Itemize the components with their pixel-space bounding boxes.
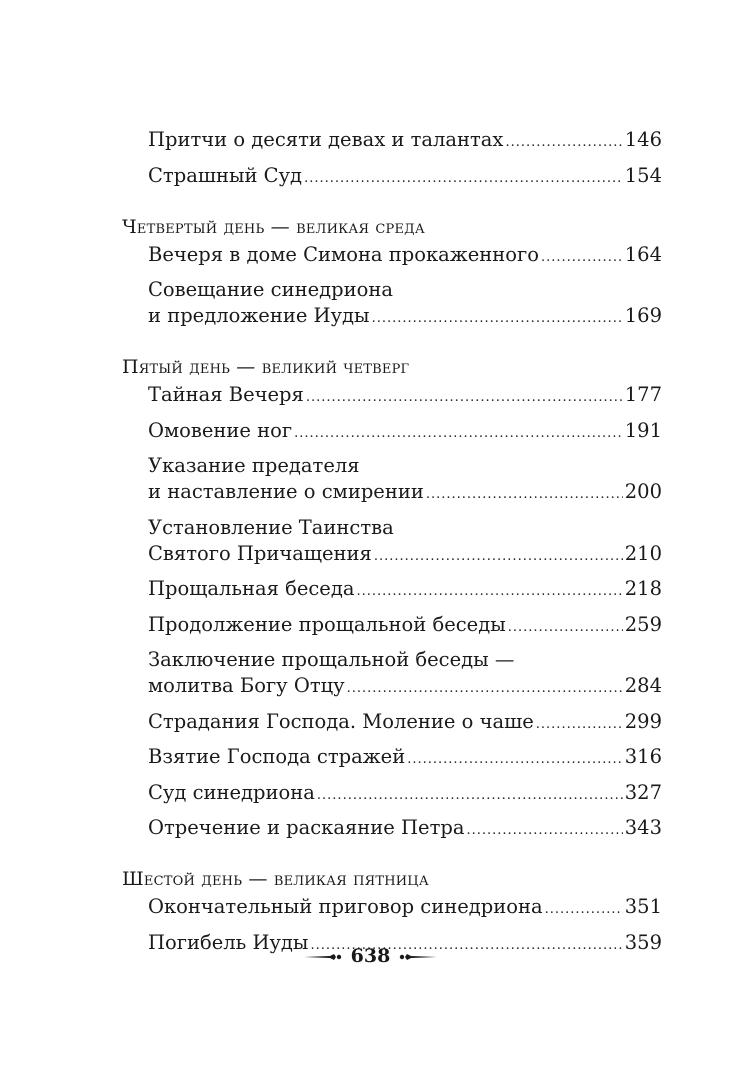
toc-entry[interactable]: [148, 612, 662, 641]
entry-page-number: 154: [624, 163, 662, 187]
toc-entry[interactable]: [148, 709, 662, 738]
dot-leader: [426, 482, 623, 508]
dot-leader: [541, 245, 623, 271]
entry-title-line: Окончательный приговор синедриона: [148, 895, 543, 918]
toc-entry[interactable]: [148, 163, 662, 192]
left-ornament-icon: [304, 952, 344, 962]
entry-title-line: Страшный Суд: [148, 163, 303, 187]
entry-line: [148, 744, 662, 773]
toc-entry[interactable]: [148, 127, 662, 156]
entry-line: [148, 709, 662, 738]
dot-leader: [545, 897, 623, 923]
dot-leader: [372, 306, 623, 332]
entry-line: [148, 612, 662, 641]
entry-title-line: Продолжение прощальной беседы: [148, 612, 506, 636]
dot-leader: [317, 783, 623, 809]
dot-leader: [294, 421, 623, 447]
entry-title-line: и предложение Иуды: [148, 304, 370, 327]
entry-line: [148, 673, 662, 702]
toc-entry[interactable]: [148, 453, 662, 508]
entry-page-number: 327: [624, 780, 662, 804]
toc-entry[interactable]: [148, 647, 662, 702]
entry-page-number: 284: [624, 674, 662, 697]
entry-page-number: 351: [624, 895, 662, 918]
entry-line: [148, 418, 662, 447]
entry-title-line: молитва Богу Отцу: [148, 674, 345, 697]
entry-title-line: Погибель Иуды: [148, 930, 309, 954]
entry-page-number: 177: [624, 383, 662, 406]
entry-line: [148, 780, 662, 809]
dot-leader: [505, 130, 622, 156]
folio-number: 638: [350, 945, 391, 967]
dot-leader: [304, 166, 623, 192]
toc-entry[interactable]: [148, 894, 662, 923]
entry-page-number: 218: [624, 577, 662, 600]
entry-line: [148, 479, 662, 508]
entry-title-line: Заключение прощальной беседы —: [148, 648, 515, 671]
page-number: [0, 945, 741, 967]
toc-entry[interactable]: [148, 277, 662, 332]
section-heading: Пятый день — великий четверг: [122, 356, 410, 378]
entry-title-line: Указание предателя: [148, 454, 360, 477]
entry-line: [148, 894, 662, 923]
entry-title-line: Суд синедриона: [148, 780, 315, 804]
entry-page-number: 343: [624, 816, 662, 839]
entry-page-number: 164: [624, 242, 662, 266]
dot-leader: [356, 579, 622, 605]
toc-entry[interactable]: [148, 382, 662, 411]
dot-leader: [407, 747, 623, 773]
entry-line: [148, 382, 662, 411]
entry-title-line: Страдания Господа. Моление о чаше: [148, 709, 534, 733]
dot-leader: [306, 385, 623, 411]
entry-page-number: 200: [624, 480, 662, 503]
entry-page-number: 259: [624, 612, 662, 636]
entry-title-line: Отречение и раскаяние Петра: [148, 816, 465, 839]
dot-leader: [374, 544, 623, 570]
toc-entry[interactable]: [148, 242, 662, 271]
dot-leader: [508, 615, 623, 641]
toc-entry[interactable]: [148, 515, 662, 570]
entry-title-line: Совещание синедриона: [148, 278, 393, 301]
entry-title-line: Притчи о десяти девах и талантах: [148, 128, 504, 151]
entry-title-line: Вечеря в доме Симона прокаженного: [148, 242, 539, 266]
entry-page-number: 191: [624, 418, 662, 442]
entry-title-line: и наставление о смирении: [148, 480, 424, 503]
entry-line: [148, 127, 662, 156]
toc-entry[interactable]: [148, 418, 662, 447]
entry-page-number: 169: [624, 304, 662, 327]
entry-line: [148, 541, 662, 570]
entry-line: [148, 576, 662, 605]
toc-entry[interactable]: [148, 780, 662, 809]
dot-leader: [347, 676, 623, 702]
entry-page-number: 299: [624, 709, 662, 733]
entry-title-line: Установление Таинства: [148, 515, 394, 539]
entry-title-line: Тайная Вечеря: [148, 383, 304, 406]
toc-entry[interactable]: [148, 744, 662, 773]
entry-title-line: Прощальная беседа: [148, 577, 355, 600]
entry-line: [148, 815, 662, 844]
dot-leader: [536, 712, 623, 738]
table-of-contents: [122, 127, 662, 965]
section-heading: Четвертый день — великая среда: [122, 215, 425, 238]
entry-title-line: Святого Причащения: [148, 541, 372, 565]
entry-line: [148, 303, 662, 332]
entry-page-number: 146: [624, 128, 662, 151]
entry-page-number: 210: [624, 541, 662, 565]
toc-entry[interactable]: [148, 815, 662, 844]
entry-page-number: 316: [624, 745, 662, 768]
entry-title-line: Омовение ног: [148, 418, 293, 442]
right-ornament-icon: [397, 952, 437, 962]
dot-leader: [466, 818, 622, 844]
toc-entry[interactable]: [148, 576, 662, 605]
entry-title-line: Взятие Господа стражей: [148, 745, 406, 768]
entry-line: [148, 242, 662, 271]
entry-page-number: 359: [624, 930, 662, 954]
section-heading: Шестой день — великая пятница: [122, 868, 429, 890]
entry-line: [148, 163, 662, 192]
